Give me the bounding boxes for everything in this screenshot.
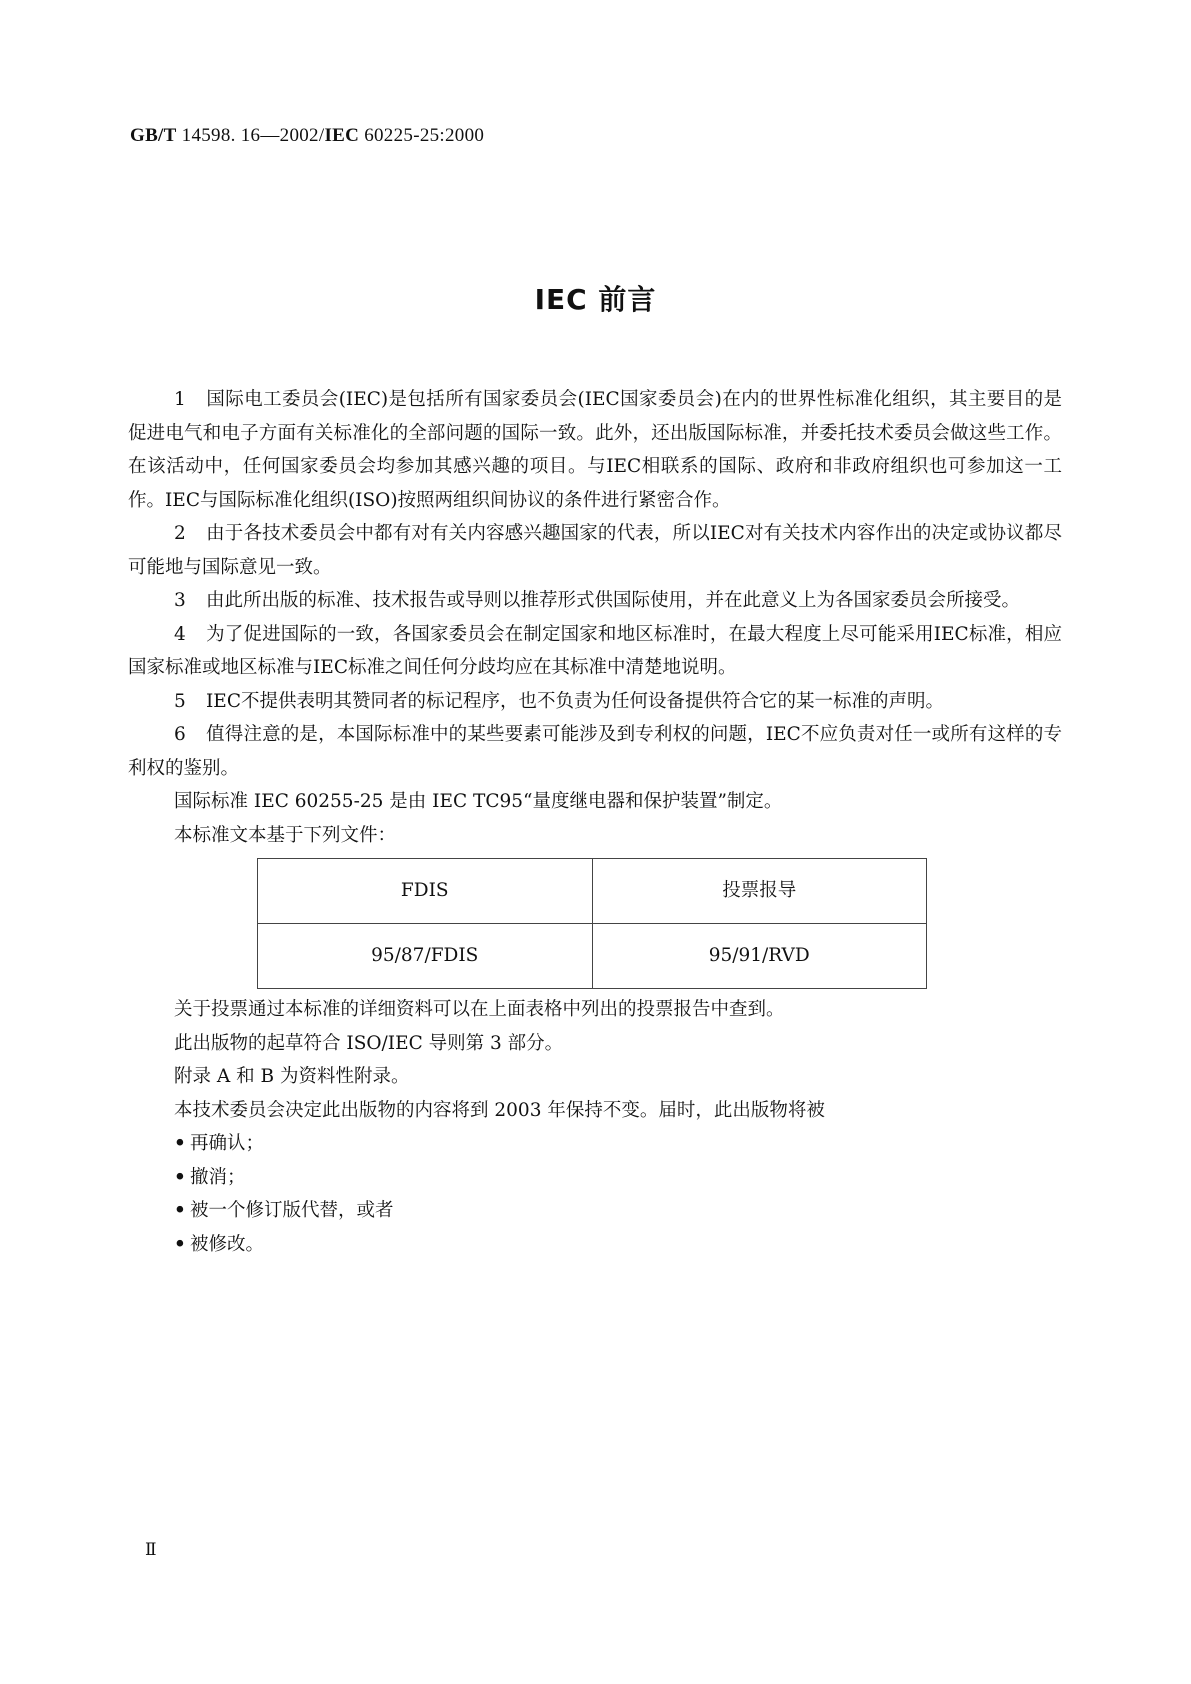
paragraph-text: 国际电工委员会(IEC)是包括所有国家委员会(IEC国家委员会)在内的世界性标准化组织，其主要目的是促进电气和电子方面有关标准化的全部问题的国际一致。此外，还出版国际标准，并委托技术委员会做这些工作。在该活动中，任何国家委员会均参加其感兴趣的项目。与IEC相联系的国际、政府和非政府组织也可参加这一工作。IEC与国际标准化组织(ISO)按照两组织间协议的条件进行紧密合作。 [128, 389, 1062, 511]
paragraph-number: 4 [174, 623, 186, 645]
list-item [128, 1228, 1062, 1262]
paragraph-number: 2 [174, 523, 186, 544]
intro-line-documents: 本标准文本基于下列文件： [174, 824, 397, 846]
numbered-paragraph-1 [128, 383, 1062, 517]
bullet-icon: • [174, 1233, 186, 1255]
bullet-icon: • [174, 1200, 186, 1221]
table-row [258, 924, 927, 989]
paragraph-number: 5 [174, 690, 186, 712]
standard-code-number: 14598. 16—2002/ [176, 125, 325, 146]
paragraph-text: 由于各技术委员会中都有对有关内容感兴趣国家的代表，所以IEC对有关技术内容作出的决定或协议都尽可能地与国际意见一致。 [128, 523, 1062, 578]
numbered-paragraph-5 [128, 685, 1062, 719]
voting-documents-table [257, 858, 927, 989]
list-item-text: 再确认； [190, 1133, 265, 1154]
numbered-paragraph-3 [128, 584, 1062, 618]
list-item-text: 撤消； [190, 1166, 246, 1188]
numbered-paragraph-2 [128, 517, 1062, 584]
after-line-voting-details: 关于投票通过本标准的详细资料可以在上面表格中列出的投票报告中查到。 [174, 999, 785, 1020]
standard-code [130, 125, 484, 147]
paragraph-number: 1 [174, 389, 186, 410]
intro-line-standard: 国际标准 IEC 60255-25 是由 IEC TC95“量度继电器和保护装置”制定。 [174, 791, 783, 812]
page-title: IEC 前言 [534, 283, 657, 316]
numbered-paragraph-6 [128, 718, 1062, 785]
after-line-drafting: 此出版物的起草符合 ISO/IEC 导则第 3 部分。 [174, 1032, 564, 1054]
list-item [128, 1161, 1062, 1195]
list-item-text: 被一个修订版代替，或者 [190, 1200, 394, 1221]
paragraph-text: 由此所出版的标准、技术报告或导则以推荐形式供国际使用，并在此意义上为各国家委员会所接受。 [206, 590, 1021, 611]
numbered-paragraph-4 [128, 618, 1062, 685]
standard-code-suffix: 60225-25:2000 [359, 125, 485, 146]
paragraph-text: 值得注意的是，本国际标准中的某些要素可能涉及到专利权的问题，IEC不应负责对任一或所有这样的专利权的鉴别。 [128, 724, 1062, 779]
list-item [128, 1127, 1062, 1161]
paragraph-text: IEC不提供表明其赞同者的标记程序，也不负责为任何设备提供符合它的某一标准的声明。 [206, 690, 944, 712]
document-body [128, 383, 1062, 1261]
bullet-icon: • [174, 1166, 186, 1188]
table-header-row [258, 859, 927, 924]
paragraph-number: 6 [174, 724, 186, 745]
standard-code-prefix: GB/T [130, 125, 177, 146]
after-line-maintenance: 本技术委员会决定此出版物的内容将到 2003 年保持不变。届时，此出版物将被 [174, 1099, 825, 1121]
table-cell-fdis: 95/87/FDIS [258, 924, 593, 989]
list-item [128, 1194, 1062, 1228]
table-cell-rvd: 95/91/RVD [592, 924, 927, 989]
paragraph-number: 3 [174, 590, 186, 611]
page-number: Ⅱ [145, 1540, 157, 1559]
paragraph-text: 为了促进国际的一致，各国家委员会在制定国家和地区标准时，在最大程度上尽可能采用IEC标准，相应国家标准或地区标准与IEC标准之间任何分歧均应在其标准中清楚地说明。 [128, 623, 1062, 678]
after-line-annex: 附录 A 和 B 为资料性附录。 [174, 1066, 410, 1087]
table-header-fdis: FDIS [258, 859, 593, 924]
list-item-text: 被修改。 [190, 1233, 265, 1255]
standard-code-iec: IEC [324, 125, 360, 146]
bullet-icon: • [174, 1133, 186, 1154]
table-header-vote-report: 投票报导 [592, 859, 927, 924]
